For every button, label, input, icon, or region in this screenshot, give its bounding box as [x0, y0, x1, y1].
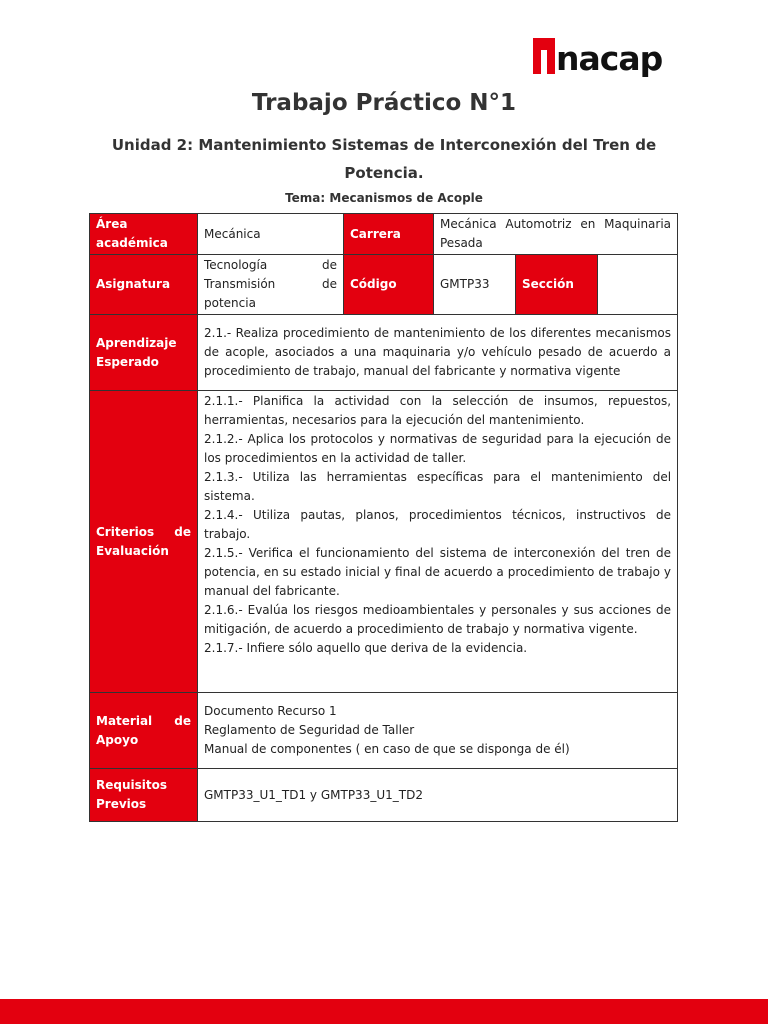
footer-bar	[0, 999, 768, 1024]
logo-mark	[533, 38, 555, 74]
seccion-label: Sección	[516, 255, 598, 315]
table-row-requisitos	[90, 769, 678, 822]
criterio-item: 2.1.6.- Evalúa los riesgos medioambientales y personales y sus acciones de mitigación, de acuerdo a procedimiento de trabajo y normativa vigente.	[204, 603, 672, 636]
course-info-table	[89, 213, 678, 822]
criterio-item: 2.1.2.- Aplica los protocolos y normativas de seguridad para la ejecución de los procedimientos en la actividad de taller.	[204, 432, 672, 465]
table-row-material	[90, 693, 678, 769]
material-item: Reglamento de Seguridad de Taller	[204, 723, 415, 737]
codigo-label: Código	[344, 255, 434, 315]
criterio-item: 2.1.5.- Verifica el funcionamiento del sistema de interconexión del tren de potencia, en su estado inicial y final de acuerdo a procedimiento de trabajo y manual del fabricante.	[204, 546, 672, 598]
topic-line: Tema: Mecanismos de Acople	[285, 191, 483, 205]
asignatura-value: Tecnología de Transmisión de potencia	[198, 255, 344, 315]
unit-subtitle: Unidad 2: Mantenimiento Sistemas de Interconexión del Tren de Potencia.	[111, 136, 657, 182]
table-row-aprendizaje	[90, 315, 678, 391]
table-row-criterios	[90, 391, 678, 693]
table-row-asignatura	[90, 255, 678, 315]
aprendizaje-label: Aprendizaje Esperado	[90, 315, 198, 391]
criterio-item: 2.1.4.- Utiliza pautas, planos, procedimientos técnicos, instructivos de trabajo.	[204, 508, 672, 541]
table-row-area	[90, 214, 678, 255]
material-label: Material de Apoyo	[90, 693, 198, 769]
area-value: Mecánica	[198, 214, 344, 255]
criterios-label: Criterios de Evaluación	[90, 391, 198, 693]
material-item: Documento Recurso 1	[204, 704, 337, 718]
criterio-item: 2.1.1.- Planifica la actividad con la selección de insumos, repuestos, herramientas, necesarios para la ejecución del mantenimiento.	[204, 394, 672, 427]
carrera-label: Carrera	[344, 214, 434, 255]
asignatura-label: Asignatura	[90, 255, 198, 315]
codigo-value: GMTP33	[434, 255, 516, 315]
criterio-item: 2.1.7.- Infiere sólo aquello que deriva de la evidencia.	[204, 641, 528, 655]
criterios-list	[198, 391, 678, 693]
seccion-value	[598, 255, 678, 315]
area-label: Área académica	[90, 214, 198, 255]
page-title: Trabajo Práctico N°1	[251, 90, 517, 116]
logo-text: nacap	[556, 39, 663, 78]
aprendizaje-value: 2.1.- Realiza procedimiento de mantenimiento de los diferentes mecanismos de acople, asociados a una maquinaria y/o vehículo pesado de acuerdo a procedimiento de trabajo, manual del fabricante y normativa vigente	[198, 315, 678, 391]
material-list	[198, 693, 678, 769]
requisitos-value: GMTP33_U1_TD1 y GMTP33_U1_TD2	[198, 769, 678, 822]
carrera-value: Mecánica Automotriz en Maquinaria Pesada	[434, 214, 678, 255]
inacap-logo	[533, 38, 663, 78]
criterio-item: 2.1.3.- Utiliza las herramientas específicas para el mantenimiento del sistema.	[204, 470, 672, 503]
material-item: Manual de componentes ( en caso de que se disponga de él)	[204, 742, 570, 756]
requisitos-label: Requisitos Previos	[90, 769, 198, 822]
